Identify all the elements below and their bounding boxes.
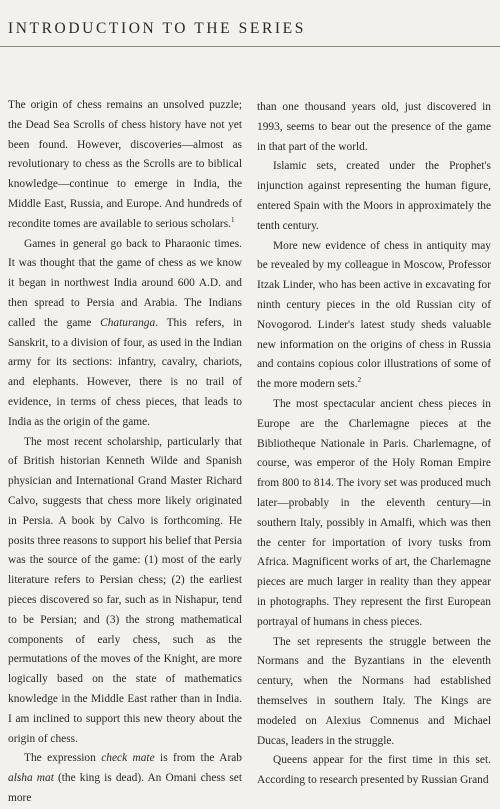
paragraph: The most spectacular ancient chess pieces in Europe are the Charlemagne pieces at the Bibliotheque Nationale in Paris. Charlemagne, of course, was emperor of the Holy Roman Empire from 800 to 814. The ivory set was produced much later—probably in the eleventh century—in southern Italy, possibly in Amalfi, which was then the center for importation of ivory tusks from Africa. Magnificent works of art, the Charlemagne pieces are much larger in reality than they appear in photographs. They represent the first European portrayal of humans in chess pieces. bbox=[257, 397, 491, 628]
paragraph: The expression check mate is from the Arab alsha mat (the king is dead). An Omani chess set more bbox=[8, 752, 242, 804]
footnote-marker: 1 bbox=[231, 215, 235, 224]
paragraph: The set represents the struggle between the Normans and the Byzantians in the eleventh century, when the Normans had established themselves in southern Italy. The Kings are modeled on Alexius Comnenus and Michael Ducas, leaders in the struggle. bbox=[257, 635, 491, 747]
paragraph: Islamic sets, created under the Prophet's injunction against representing the human figure, entered Spain with the Moors in approximately the tenth century. bbox=[257, 160, 491, 232]
paragraph: The origin of chess remains an unsolved puzzle; the Dead Sea Scrolls of chess history have not yet been found. However, discoveries—almost as revolutionary to chess as the Scrolls are to biblical knowledge—continue to emerge in India, the Middle East, Russia, and Europe. And hundreds of recondite tomes are available to serious scholars.$^1$ bbox=[8, 99, 242, 230]
italic-term: Chaturanga bbox=[100, 316, 156, 329]
right-column bbox=[257, 98, 491, 791]
italic-term: alsha mat bbox=[8, 772, 54, 785]
page-title: INTRODUCTION TO THE SERIES bbox=[8, 20, 306, 37]
footnote-marker: 2 bbox=[357, 376, 362, 385]
paragraph: The most recent scholarship, particularly that of British historian Kenneth Wilde and Spanish physician and International Grand Master Richard Calvo, suggests that chess more likely originated in Persia. A book by Calvo is forthcoming. He posits three reasons to support his belief that Persia was the source of the game: (1) most of the early literature refers to Persian chess; (2) the earliest pieces discovered so far, such as in Nishapur, tend to be Persian; and (3) the strong mathematical components of early chess, such as the permutations of the moves of the Knight, are more logically based on the state of mathematics knowledge in the Middle East rather than in India. I am inclined to support this new theory about the origin of chess. bbox=[8, 435, 242, 745]
paragraph: Queens appear for the first time in this set. According to research presented by Russian Grand bbox=[257, 754, 491, 787]
paragraph: More new evidence of chess in antiquity may be revealed by my colleague in Moscow, Professor Itzak Linder, who has been active in excavating for ninth century pieces in the old Russian city of Novogorod. Linder's latest study sheds valuable new information on the origins of chess in Russia and contains copious color illustrations of some of the more modern sets.$^2$ bbox=[257, 239, 491, 391]
paragraph: than one thousand years old, just discovered in 1993, seems to bear out the presence of the game in that part of the world. bbox=[257, 101, 491, 153]
left-column bbox=[8, 96, 242, 809]
paragraph: Games in general go back to Pharaonic times. It was thought that the game of chess as we know it began in northwest India around 600 A.D. and then spread to Persia and Arabia. The Indians called the game Chaturanga. This refers, in Sanskrit, to a division of four, as used in the Indian army for its sections: infantry, cavalry, chariots, and elephants. However, there is no trail of evidence, in terms of chess pieces, that leads to India as the origin of the game. bbox=[8, 237, 242, 428]
italic-term: check mate bbox=[101, 752, 155, 765]
header-divider bbox=[0, 46, 500, 47]
